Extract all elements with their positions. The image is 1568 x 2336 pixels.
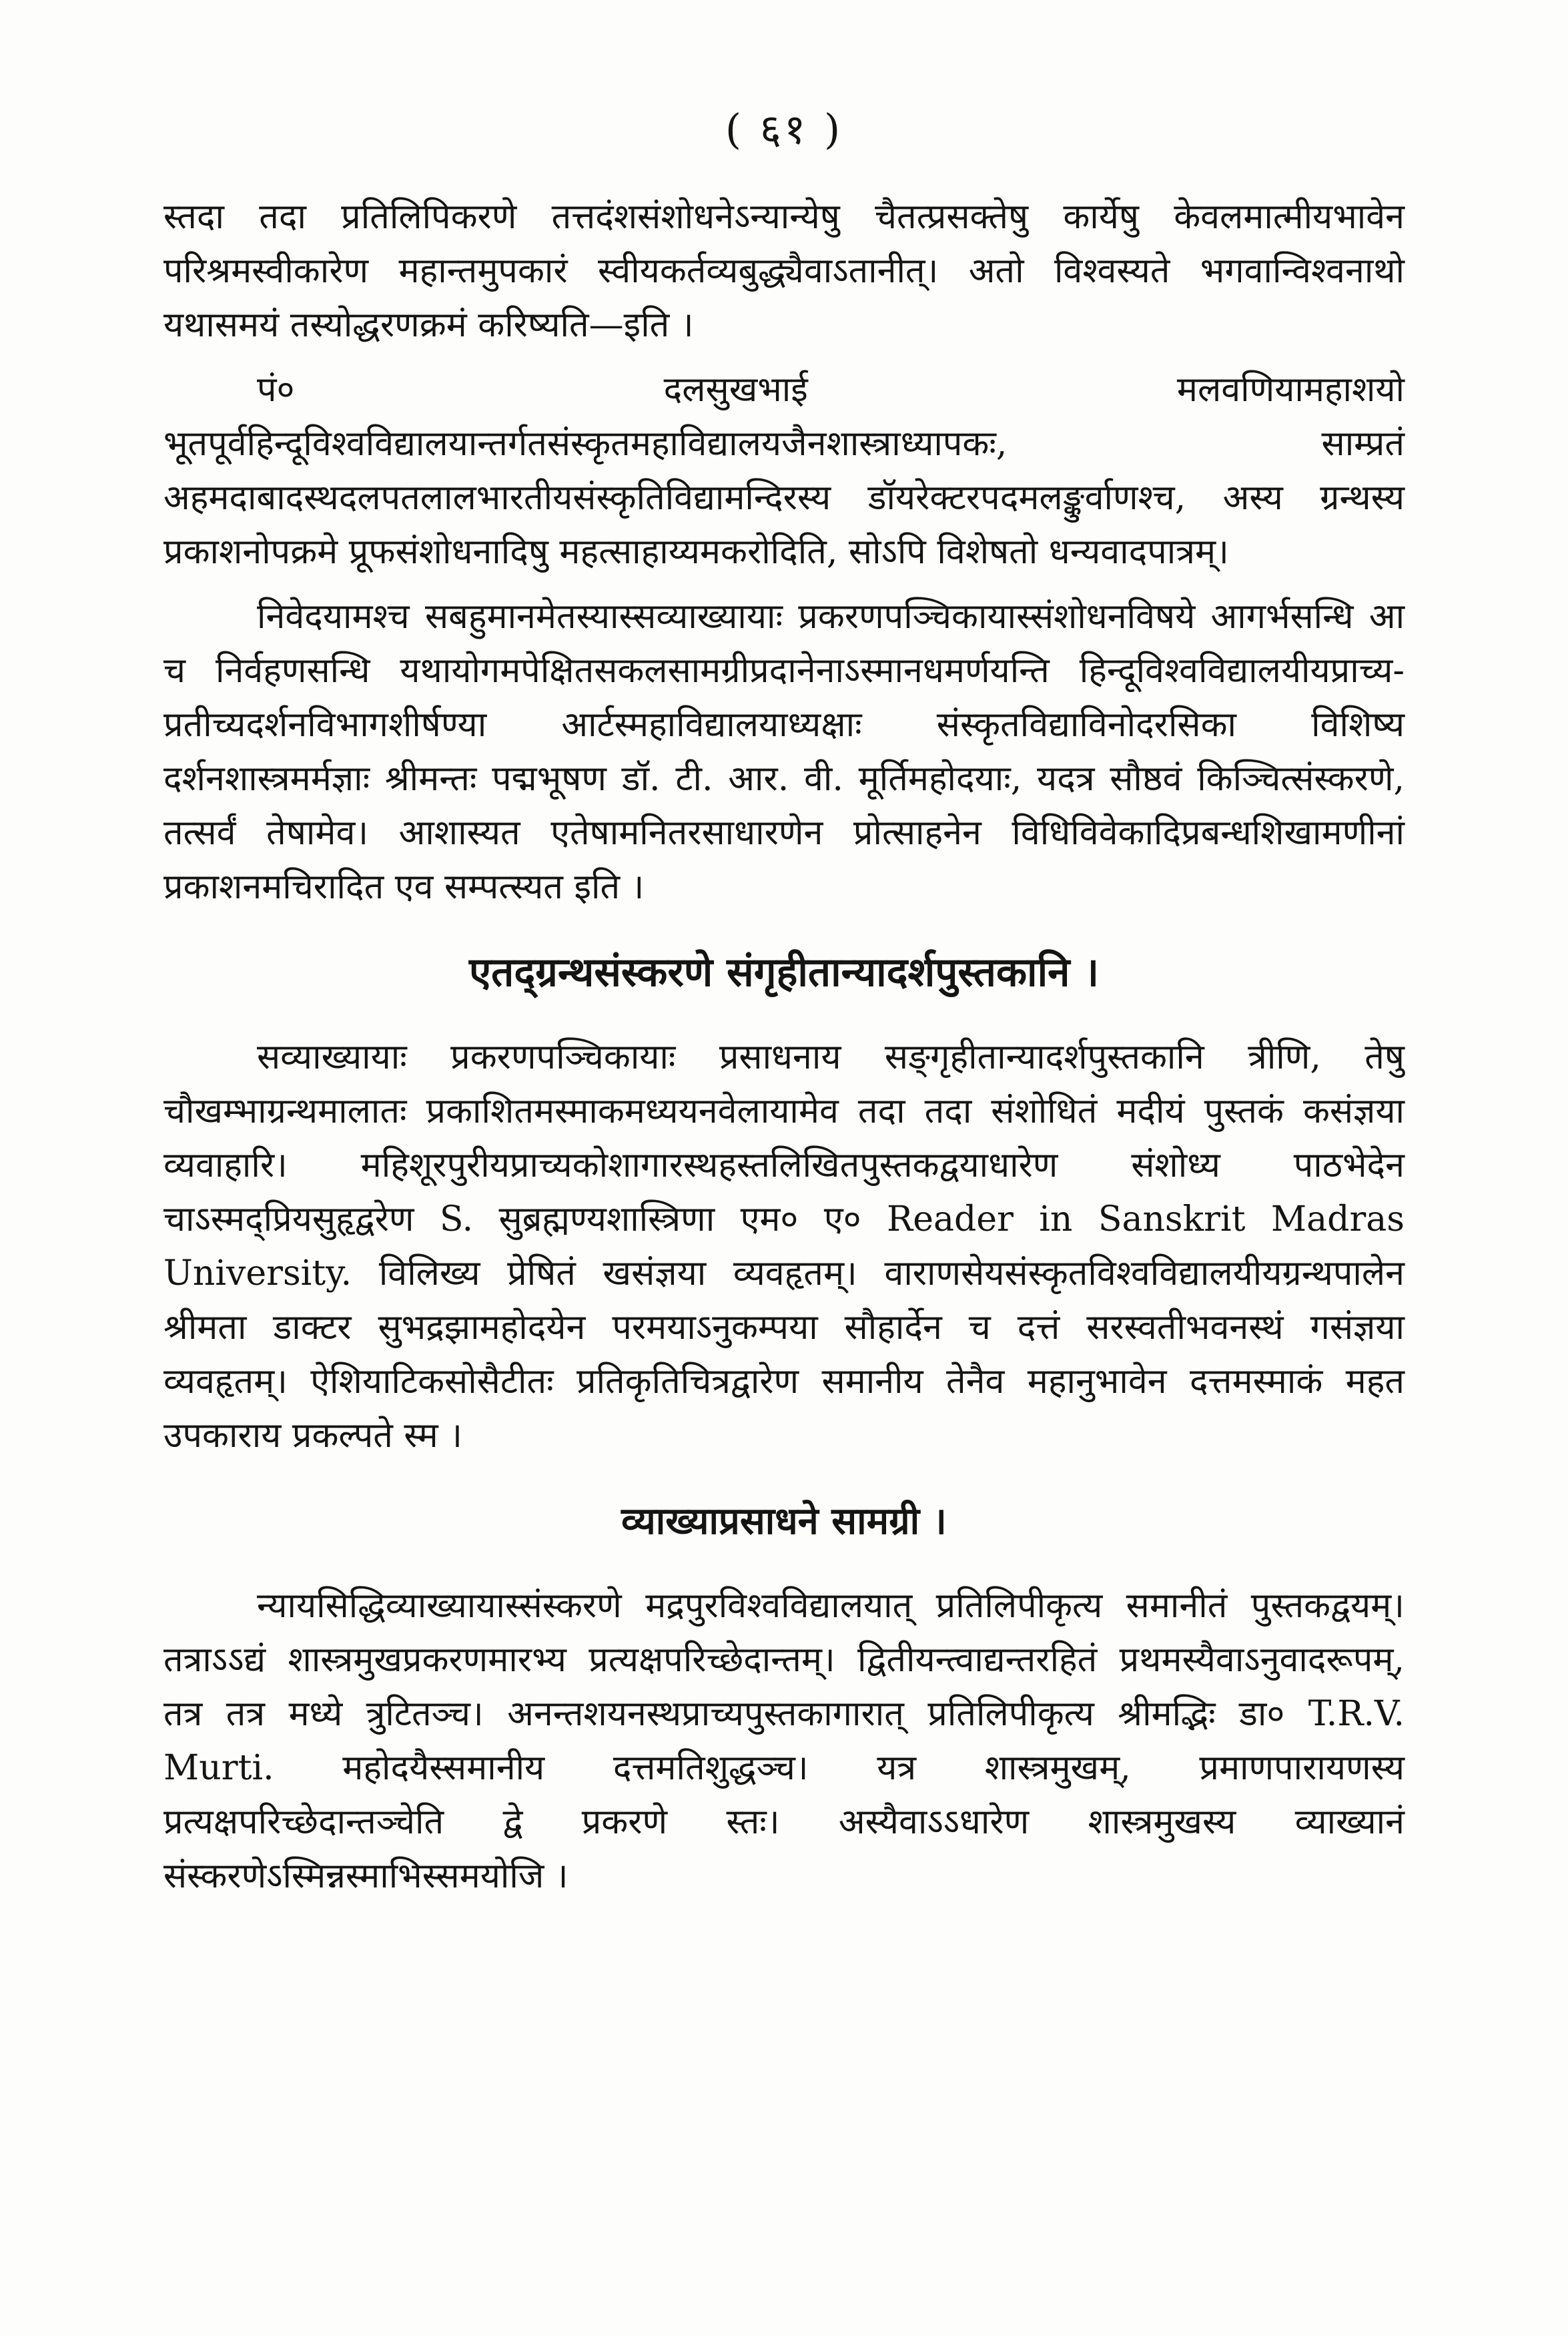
page-body <box>163 190 1405 1914</box>
paragraph-continuation: स्तदा तदा प्रतिलिपिकरणे तत्तदंशसंशोधनेऽन्यान्येषु चैतत्प्रसक्तेषु कार्येषु केवलमात्मीयभावेन परिश्रमस्वीकारेण महान्तमुपकारं स्वीयकर्तव्यबुद्ध्यैवाऽतानीत्। अतो विश्वस्यते भगवान्विश्वनाथो यथासमयं तस्योद्धरणक्रमं करिष्यति—इति । <box>163 197 1405 345</box>
section-heading-manuscripts: एतद्ग्रन्थसंस्करणे संगृहीतान्यादर्शपुस्तकानि । <box>468 949 1100 996</box>
section-heading-materials: व्याख्याप्रसाधने सामग्री । <box>621 1499 947 1543</box>
paragraph-acknowledgement-murti: निवेदयामश्च सबहुमानमेतस्यास्सव्याख्यायाः प्रकरणपञ्चिकायास्संशोधनविषये आगर्भसन्धि आ च निर्वहणसन्धि यथायोगमपेक्षितसकलसामग्रीप्रदानेनाऽस्मानधमर्णयन्ति हिन्दूविश्वविद्यालयीयप्राच्य-प्रतीच्यदर्शनविभागशीर्षण्या आर्टस्महाविद्यालयाध्यक्षाः संस्कृतविद्याविनोदरसिका विशिष्य दर्शनशास्त्रमर्मज्ञाः श्रीमन्तः पद्मभूषण डॉ. टी. आर. वी. मूर्तिमहोदयाः, यदत्र सौष्ठवं किञ्चित्संस्करणे, तत्सर्वं तेषामेव। आशास्यत एतेषामनितरसाधारणेन प्रोत्साहनेन विधिविवेकादिप्रबन्धशिखामणीनां प्रकाशनमचिरादित एव सम्पत्स्यत इति । <box>163 597 1405 907</box>
paragraph-materials: न्यायसिद्धिव्याख्यायास्संस्करणे मद्रपुरविश्वविद्यालयात् प्रतिलिपीकृत्य समानीतं पुस्तकद्वयम्। तत्राऽऽद्यं शास्त्रमुखप्रकरणमारभ्य प्रत्यक्षपरिच्छेदान्तम्। द्वितीयन्त्वाद्यन्तरहितं प्रथमस्यैवाऽनुवादरूपम्, तत्र तत्र मध्ये त्रुटितञ्च। अनन्तशयनस्थप्राच्यपुस्तकागारात् प्रतिलिपीकृत्य श्रीमद्भिः डा० T.R.V. Murti. महोदयैस्समानीय दत्तमतिशुद्धञ्च। यत्र शास्त्रमुखम्, प्रमाणपारायणस्य प्रत्यक्षपरिच्छेदान्तञ्चेति द्वे प्रकरणे स्तः। अस्यैवाऽऽधारेण शास्त्रमुखस्य व्याख्यानं संस्करणेऽस्मिन्नस्माभिस्समयोजि । <box>163 1586 1405 1896</box>
paragraph-acknowledgement-dalsukhbhai: पं० दलसुखभाई मलवणियामहाशयो भूतपूर्वहिन्दूविश्वविद्यालयान्तर्गतसंस्कृतमहाविद्यालयजैनशास्त्राध्यापकः, साम्प्रतं अहमदाबादस्थदलपतलालभारतीयसंस्कृतिविद्यामन्दिरस्य डॉयरेक्टरपदमलङ्कुर्वाणश्च, अस्य ग्रन्थस्य प्रकाशनोपक्रमे प्रूफसंशोधनादिषु महत्साहाय्यमकरोदिति, सोऽपि विशेषतो धन्यवादपात्रम्। <box>163 370 1405 572</box>
page-number: ( ६१ ) <box>725 105 843 154</box>
paragraph-manuscripts: सव्याख्यायाः प्रकरणपञ्चिकायाः प्रसाधनाय सङ्गृहीतान्यादर्शपुस्तकानि त्रीणि, तेषु चौखम्भाग्रन्थमालातः प्रकाशितमस्माकमध्ययनवेलायामेव तदा तदा संशोधितं मदीयं पुस्तकं कसंज्ञया व्यवाहारि। महिशूरपुरीयप्राच्यकोशागारस्थहस्तलिखितपुस्तकद्वयाधारेण संशोध्य पाठभेदेन चाऽस्मद्प्रियसुहृद्वरेण S. सुब्रह्मण्यशास्त्रिणा एम० ए० Reader in Sanskrit Madras University. विलिख्य प्रेषितं खसंज्ञया व्यवहृतम्। वाराणसेयसंस्कृतविश्वविद्यालयीयग्रन्थपालेन श्रीमता डाक्टर सुभद्रझामहोदयेन परमयाऽनुकम्पया सौहार्देन च दत्तं सरस्वतीभवनस्थं गसंज्ञया व्यवहृतम्। ऐशियाटिकसोसैटीतः प्रतिकृतिचित्रद्वारेण समानीय तेनैव महानुभावेन दत्तमस्माकं महत उपकाराय प्रकल्पते स्म । <box>163 1037 1405 1456</box>
